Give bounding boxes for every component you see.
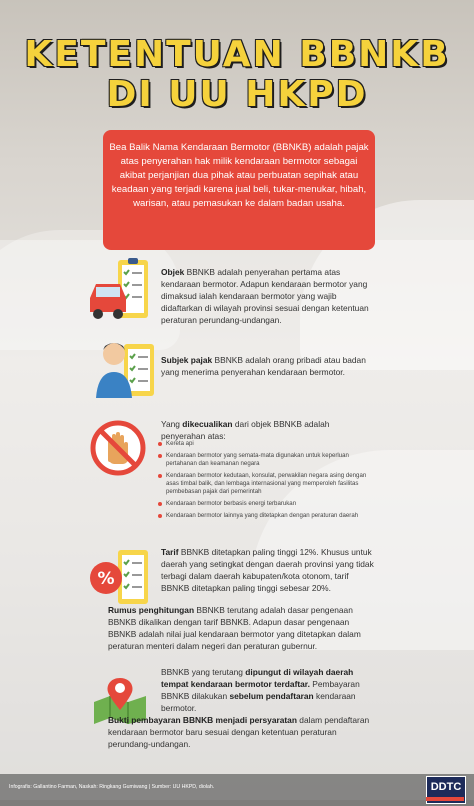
person-clipboard-icon: [96, 336, 156, 400]
ddtc-logo: DDTC: [426, 776, 466, 804]
footer-credit: Infografis: Gallantino Farman, Naskah: Ringkang Gumiwang | Sumber: UU HKPD, diolah.: [9, 784, 215, 790]
logo-stripe: [426, 797, 464, 801]
intro-box: Bea Balik Nama Kendaraan Bermotor (BBNKB) adalah pajak atas penyerahan hak milik kendaraan bermotor sebagai akibat perjanjian dua pihak atau perbuatan sepihak atau keadaan yang terjadi karena jual beli, tukar-menukar, hibah, warisan, atau pemasukan ke dalam badan usaha.: [103, 130, 375, 250]
list-item: Kereta api: [158, 440, 378, 448]
rumus-paragraph: Rumus penghitungan BBNKB terutang adalah dasar pengenaan BBNKB dikalikan dengan tarif BBNKB. Adapun dasar pengenaan BBNKB adalah nilai jual kendaraan bermotor yang ditetapkan dalam peraturan menteri dalam negeri dan peraturan gubernur.: [108, 605, 361, 651]
pengecualian-paragraph: Yang dikecualikan dari objek BBNKB adalah penyerahan atas:: [161, 419, 330, 441]
svg-text:%: %: [97, 569, 115, 589]
list-item: Kendaraan bermotor yang semata-mata digunakan untuk keperluan pertahanan dan keamanan negara: [158, 452, 378, 468]
list-item: Kendaraan bermotor lainnya yang ditetapkan dengan peraturan daerah: [158, 512, 378, 520]
percent-clipboard-icon: [88, 548, 154, 606]
dipungut-paragraph: BBNKB yang terutang dipungut di wilayah daerah tempat kendaraan bermotor terdaftar. Pembayaran BBNKB dilakukan sebelum pendaftaran kendaraan bermotor.: [161, 667, 360, 713]
list-item: Kendaraan bermotor berbasis energi terbarukan: [158, 500, 378, 508]
pengecualian-list: [158, 440, 378, 524]
tarif-paragraph: Tarif BBNKB ditetapkan paling tinggi 12%. Khusus untuk daerah yang setingkat dengan daerah provinsi yang tidak terbagi dalam daerah kabupaten/kota otonom, tarif BBNKB ditetapkan paling tinggi sebesar 20%.: [161, 547, 374, 593]
list-item: Kendaraan bermotor kedutaan, konsulat, perwakilan negara asing dengan asas timbal balik, dan lembaga internasional yang memperoleh fasilitas pembebasan pajak dari pemerintah: [158, 472, 378, 496]
footer-bar: [0, 774, 474, 806]
car-clipboard-icon: [88, 258, 154, 322]
bukti-paragraph: Bukti pembayaran BBNKB menjadi persyaratan dalam pendaftaran kendaraan bermotor baru sesuai dengan ketentuan peraturan perundang-undangan.: [108, 715, 370, 749]
stop-hand-icon: [90, 420, 146, 476]
title-line-1: KETENTUAN BBNKB: [24, 34, 450, 75]
title-line-2: DI UU HKPD: [106, 74, 368, 115]
subjek-paragraph: Subjek pajak BBNKB adalah orang pribadi atau badan yang menerima penyerahan kendaraan bermotor.: [161, 355, 366, 377]
objek-paragraph: Objek BBNKB adalah penyerahan pertama atas kendaraan bermotor. Adapun kendaraan bermotor yang dimaksud ialah kendaraan bermotor yang wajib didaftarkan di wilayah provinsi sesuai dengan ketentuan peraturan perundang-undangan.: [161, 267, 369, 325]
